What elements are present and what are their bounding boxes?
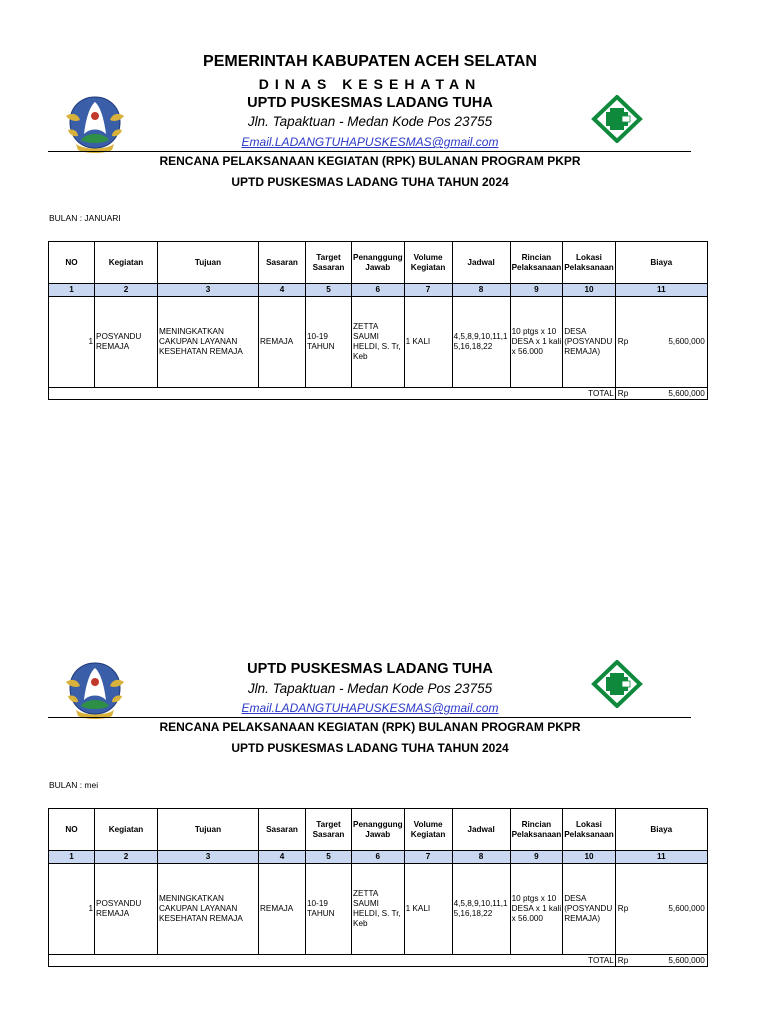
column-header: Volume Kegiatan bbox=[404, 809, 452, 851]
dinas-heading: DINAS KESEHATAN bbox=[258, 76, 482, 92]
cell-jadwal: 4,5,8,9,10,11,15,16,18,22 bbox=[452, 864, 510, 955]
cell-jadwal: 4,5,8,9,10,11,15,16,18,22 bbox=[452, 297, 510, 388]
column-header: Sasaran bbox=[259, 242, 306, 284]
total-amount: 5,600,000 bbox=[668, 388, 705, 398]
table-row bbox=[49, 864, 708, 955]
email-link[interactable]: Email.LADANGTUHAPUSKESMAS@gmail.com bbox=[241, 135, 499, 149]
column-number-row bbox=[49, 851, 708, 864]
column-number: 6 bbox=[352, 284, 405, 297]
cell-biaya bbox=[615, 864, 707, 955]
report-subtitle: UPTD PUSKESMAS LADANG TUHA TAHUN 2024 bbox=[231, 741, 509, 755]
amount-value: 5,600,000 bbox=[668, 904, 705, 913]
column-header: Jadwal bbox=[452, 809, 510, 851]
report-subtitle: UPTD PUSKESMAS LADANG TUHA TAHUN 2024 bbox=[231, 175, 509, 189]
cell-rincian: 10 ptgs x 10 DESA x 1 kali x 56.000 bbox=[510, 297, 563, 388]
cell-no: 1 bbox=[49, 864, 95, 955]
uptd-heading: UPTD PUSKESMAS LADANG TUHA bbox=[247, 661, 493, 677]
cell-sasaran: REMAJA bbox=[259, 864, 306, 955]
currency-label: Rp bbox=[617, 388, 629, 398]
column-number: 7 bbox=[404, 851, 452, 864]
column-header: Volume Kegiatan bbox=[404, 242, 452, 284]
cell-volume: 1 KALI bbox=[404, 864, 452, 955]
column-header: Target Sasaran bbox=[306, 809, 352, 851]
cell-rincian: 10 ptgs x 10 DESA x 1 kali x 56.000 bbox=[510, 864, 563, 955]
column-number: 4 bbox=[259, 851, 306, 864]
column-header: Rincian Pelaksanaan bbox=[510, 809, 563, 851]
rpk-table bbox=[48, 241, 708, 400]
cell-target: 10-19 TAHUN bbox=[306, 864, 352, 955]
column-number: 6 bbox=[352, 851, 405, 864]
column-header: Sasaran bbox=[259, 809, 306, 851]
cell-no: 1 bbox=[49, 297, 95, 388]
column-header: Kegiatan bbox=[95, 809, 158, 851]
total-label: TOTAL bbox=[49, 388, 616, 400]
email-link[interactable]: Email.LADANGTUHAPUSKESMAS@gmail.com bbox=[241, 701, 499, 715]
header-row bbox=[49, 809, 708, 851]
column-header: Tujuan bbox=[158, 242, 259, 284]
column-number: 1 bbox=[49, 284, 95, 297]
currency-label: Rp bbox=[617, 904, 629, 913]
column-number: 8 bbox=[452, 284, 510, 297]
column-header: Lokasi Pelaksanaan bbox=[563, 242, 616, 284]
cell-kegiatan: POSYANDU REMAJA bbox=[95, 297, 158, 388]
cell-lokasi: DESA (POSYANDU REMAJA) bbox=[563, 864, 616, 955]
rpk-section-januari bbox=[0, 0, 768, 420]
column-header: Target Sasaran bbox=[306, 242, 352, 284]
column-number: 10 bbox=[563, 284, 616, 297]
column-number: 9 bbox=[510, 284, 563, 297]
report-title: RENCANA PELAKSANAAN KEGIATAN (RPK) BULANAN PROGRAM PKPR bbox=[159, 720, 581, 734]
column-number-row bbox=[49, 284, 708, 297]
regency-emblem-icon bbox=[64, 660, 126, 720]
column-number: 2 bbox=[95, 284, 158, 297]
column-number: 9 bbox=[510, 851, 563, 864]
total-cell bbox=[615, 388, 707, 400]
rpk-table bbox=[48, 808, 708, 967]
column-header: Lokasi Pelaksanaan bbox=[563, 809, 616, 851]
currency-label: Rp bbox=[617, 955, 629, 965]
column-header: Jadwal bbox=[452, 242, 510, 284]
month-label: BULAN : JANUARI bbox=[49, 213, 121, 223]
column-header: Tujuan bbox=[158, 809, 259, 851]
column-number: 2 bbox=[95, 851, 158, 864]
column-number: 3 bbox=[158, 851, 259, 864]
header-rule bbox=[48, 717, 691, 718]
regency-emblem-icon bbox=[64, 94, 126, 154]
column-header: Kegiatan bbox=[95, 242, 158, 284]
column-header: Biaya bbox=[615, 242, 707, 284]
column-number: 7 bbox=[404, 284, 452, 297]
column-number: 5 bbox=[306, 284, 352, 297]
cell-biaya bbox=[615, 297, 707, 388]
column-number: 3 bbox=[158, 284, 259, 297]
column-header: Rincian Pelaksanaan bbox=[510, 242, 563, 284]
header-row bbox=[49, 242, 708, 284]
amount-value: 5,600,000 bbox=[668, 337, 705, 346]
column-header: Penanggung Jawab bbox=[352, 809, 405, 851]
column-number: 11 bbox=[615, 284, 707, 297]
month-label: BULAN : mei bbox=[49, 780, 99, 790]
cell-penanggung-jawab: ZETTA SAUMI HELDI, S. Tr, Keb bbox=[352, 297, 405, 388]
cell-tujuan: MENINGKATKAN CAKUPAN LAYANAN KESEHATAN REMAJA bbox=[158, 864, 259, 955]
uptd-heading: UPTD PUSKESMAS LADANG TUHA bbox=[247, 95, 493, 111]
column-header: Biaya bbox=[615, 809, 707, 851]
column-number: 1 bbox=[49, 851, 95, 864]
column-header: Penanggung Jawab bbox=[352, 242, 405, 284]
column-number: 8 bbox=[452, 851, 510, 864]
column-number: 10 bbox=[563, 851, 616, 864]
health-cross-icon bbox=[590, 95, 644, 143]
currency-label: Rp bbox=[617, 337, 629, 346]
health-cross-icon bbox=[590, 660, 644, 708]
column-number: 5 bbox=[306, 851, 352, 864]
cell-target: 10-19 TAHUN bbox=[306, 297, 352, 388]
address-line: Jln. Tapaktuan - Medan Kode Pos 23755 bbox=[247, 681, 493, 696]
report-title: RENCANA PELAKSANAAN KEGIATAN (RPK) BULANAN PROGRAM PKPR bbox=[159, 154, 581, 168]
cell-lokasi: DESA (POSYANDU REMAJA) bbox=[563, 297, 616, 388]
government-heading: PEMERINTAH KABUPATEN ACEH SELATAN bbox=[203, 53, 537, 70]
total-cell bbox=[615, 955, 707, 967]
cell-volume: 1 KALI bbox=[404, 297, 452, 388]
table-row bbox=[49, 297, 708, 388]
column-header: NO bbox=[49, 809, 95, 851]
cell-penanggung-jawab: ZETTA SAUMI HELDI, S. Tr, Keb bbox=[352, 864, 405, 955]
cell-sasaran: REMAJA bbox=[259, 297, 306, 388]
total-row bbox=[49, 955, 708, 967]
cell-kegiatan: POSYANDU REMAJA bbox=[95, 864, 158, 955]
total-label: TOTAL bbox=[49, 955, 616, 967]
address-line: Jln. Tapaktuan - Medan Kode Pos 23755 bbox=[247, 114, 493, 129]
header-rule bbox=[48, 151, 691, 152]
total-amount: 5,600,000 bbox=[668, 955, 705, 965]
column-number: 11 bbox=[615, 851, 707, 864]
column-number: 4 bbox=[259, 284, 306, 297]
column-header: NO bbox=[49, 242, 95, 284]
total-row bbox=[49, 388, 708, 400]
cell-tujuan: MENINGKATKAN CAKUPAN LAYANAN KESEHATAN REMAJA bbox=[158, 297, 259, 388]
